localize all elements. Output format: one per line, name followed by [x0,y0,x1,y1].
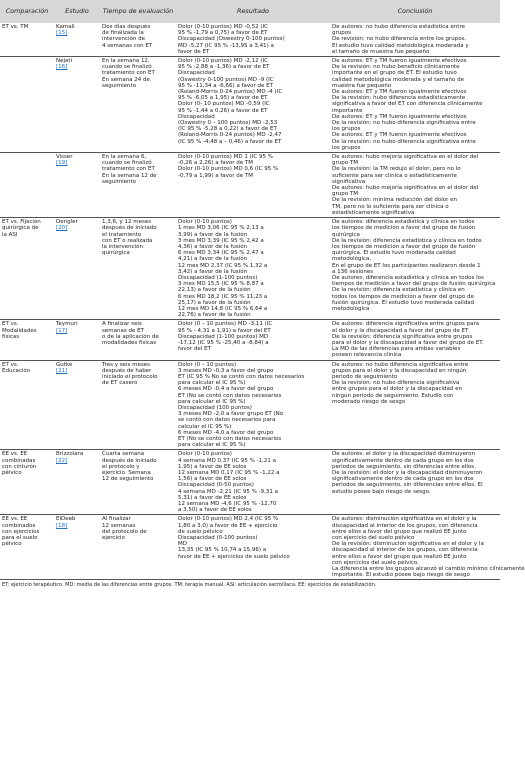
result-line: -0,26 a 2,26) a favor de TM [178,160,254,167]
time-cell [100,23,176,57]
time-line: A finalizar seis [102,321,142,328]
conclusion-cell [330,515,525,580]
conclusion-line: De la revisión: la TM redujo el dolor, pero no lo [332,166,461,173]
conclusion-line: De la revisión: disminución significativa en el dolor y la [332,541,484,548]
time-line: la intervención [102,243,143,250]
conclusion-line: periodos de seguimiento, sin diferencias entre ellos. El [332,482,483,489]
comparison-line: EE vs. EE [2,516,28,523]
result-line: Discapacidad (0-100 puntos) [178,535,258,542]
comparison-cell [0,320,54,360]
result-line: (IC 95 % -4,48 a – 0,46) a favor de ET [178,138,282,145]
result-line: -17,12 (IC 95 % -25,40 a -8,84) a [178,339,269,346]
conclusion-line: importante en el grupo de ET. El estudio tuvo [332,70,457,77]
time-line: el tratamiento [102,231,142,238]
result-line: Discapacidad (1-100 puntos) [178,274,258,281]
comparison-cell [0,515,54,580]
result-line: se contó con datos necesarios para [178,417,276,424]
study-cell [54,450,100,515]
comparison-line: ET vs. [2,361,19,368]
study-cell [54,515,100,580]
result-line: 4,36) a favor de la fusión [178,243,248,250]
header-result: Resultado [176,0,330,23]
result-line: Discapacidad [178,113,215,120]
comparison-line: combinados [2,522,36,529]
result-line: calcular el IC 95 %) [178,423,232,430]
time-line: ejercicio. Semana [102,470,151,477]
time-line: ejercicio [102,535,125,542]
conclusion-line: suficiente para ser clínica o estadísticamente [332,172,457,179]
reference-link[interactable]: [16] [56,64,68,71]
reference-link[interactable]: [18] [56,522,68,529]
comparison-cell [0,57,54,153]
time-cell [100,320,176,360]
result-line: Dolor (0-10 puntos) MD 2,4 (IC 95 % [178,516,279,523]
comparison-line: pélvico [2,470,22,477]
result-line: (Roland-Morris 0-24 puntos) MD -4 (IC [178,89,283,96]
comparison-line: la ASI [2,231,18,238]
time-line: después de iniciado [102,225,157,232]
conclusion-line: metodológica. [332,256,372,263]
time-line: tratamiento con ET [102,166,155,173]
conclusion-line: De la revisión: el dolor y la discapacidad disminuyeron [332,470,483,477]
time-cell [100,515,176,580]
result-line: Dolor (0 – 10 puntos) MD -3,11 (IC [178,321,273,328]
conclusion-line: En el grupo de ET los participantes realizaron desde 1 [332,262,481,269]
table-row [0,515,500,580]
result-line: 6 meses MD -4,0 a favor del grupo [178,429,274,436]
reference-link[interactable]: [22] [56,457,68,464]
conclusion-line: ningún periodo de seguimiento. Estudio con [332,392,454,399]
conclusion-line: poseen relevancia clínica [332,352,402,359]
result-line: 95 % - 4,31 a 1,91) a favor del ET [178,327,271,334]
result-line: 6 meses MD -0,4 a favor del grupo [178,386,274,393]
result-line: Dolor (0- 10 puntos) MD -0,59 (IC [178,101,270,108]
comparison-line: Educación [2,367,31,374]
conclusion-line: quirúrgica [332,231,360,238]
study-cell [54,320,100,360]
study-author: Kamali [56,24,75,30]
result-line: ET (No se contó con datos necesarios [178,392,282,399]
study-cell [54,360,100,450]
time-line: iniciado el protocolo [102,373,158,380]
result-line: 5,31) a favor de EE solos [178,494,247,501]
result-cell [176,218,330,320]
reference-link[interactable]: [19] [56,160,68,167]
result-line: 3 mes MD 3,39 (IC 95 % 2,42 a [178,237,264,244]
result-line: ET (IC 95 % No se contó con datos necesarios [178,373,305,380]
table-row [0,360,500,450]
comparison-line: físicas [2,333,20,340]
result-line: favor del ET [178,346,211,353]
conclusion-line: La diferencia entre los grupos alcanzó el cambio mínimo clínicamente [332,566,525,573]
result-line: -0,79 a 1,99) a favor de TM [178,172,254,179]
conclusion-cell [330,218,500,320]
result-line: 4 semana MD 0,37 (IC 95 % -1,21 a [178,457,276,464]
result-line: (Oswestry 0-100 puntos) MD -9 (IC [178,76,274,83]
conclusion-line: los tiempos de medición a favor del grupo de fusión [332,243,476,250]
conclusion-cell [330,360,500,450]
time-line: de ET casero [102,380,138,387]
reference-link[interactable]: [15] [56,30,68,37]
conclusion-cell [330,153,500,218]
conclusion-line: los grupos [332,126,361,133]
time-line: cuando se finalizó [102,64,152,71]
conclusion-line: periodo de seguimiento [332,373,398,380]
result-line: 4,21) a favor de la fusión [178,256,248,263]
result-line: 6 mes MD 3,34 (IC 95 % 2,47 a [178,250,264,257]
study-author: Gutke [56,361,73,368]
result-line: Discapacidad (0-50 puntos) [178,482,254,489]
study-cell [54,57,100,153]
table-row [0,23,500,57]
result-line: favor de EE + ejercicios de suelo pélvico [178,553,290,560]
conclusion-line: a 136 sesiones [332,268,374,275]
study-cell [54,23,100,57]
result-line: 1,56) a favor de EE solos [178,476,247,483]
result-line: Dolor (0-10 puntos) [178,451,232,458]
result-line: para calcular el IC 95 %) [178,398,246,405]
conclusion-cell [330,320,500,360]
conclusion-line: grupos para el dolor y la discapacidad en ningún [332,367,467,374]
conclusion-line: significativamente dentro de cada grupo en los dos [332,476,474,483]
result-line: 12 semana MD -4,6 (IC 95 % -12,70 [178,501,277,508]
time-cell [100,360,176,450]
conclusion-line: De revisión: no hubo diferencia entre los grupos. [332,36,467,43]
conclusion-line: De autores: diferencia estadística y clínica en todos [332,219,475,226]
conclusion-line: De la revisión: no hubo diferencia significativa entre [332,138,476,145]
result-line: ET (No se contó con datos necesarios [178,436,282,442]
result-line: a 3,50) a favor de EE solos [178,507,252,514]
result-cell [176,23,330,57]
conclusion-line: moderado riesgo de sesgo [332,398,406,405]
result-line: Discapacidad (100 puntos) [178,404,252,411]
result-line: 13,35 (IC 95 % 10,74 a 15,96) a [178,547,267,554]
reference-link[interactable]: [17] [56,327,68,334]
study-author: Teymuri [56,321,78,328]
result-line: 3,42) a favor de la fusión [178,268,248,275]
conclusion-line: significativamente dentro de cada grupo en los dos [332,457,474,464]
study-author: Nejati [56,58,73,65]
result-cell [176,450,330,515]
conclusion-line: De la revisión: no hubo diferencia significativa entre [332,120,476,127]
result-line: favor de ET [178,48,210,55]
result-line: 3 mes MD 15,5 (IC 95 % 8,87 a [178,281,264,288]
comparison-line: pélvico [2,541,22,548]
time-line: 1,3,6, y 12 meses [102,219,152,226]
time-line: modalidades físicas [102,339,157,346]
study-author: Dengler [56,219,78,226]
conclusion-line: entre ellos a favor del grupo que realizó EE junto [332,528,467,535]
time-line: semanas de ET [102,327,144,334]
time-line: En la semana 12 de [102,172,157,179]
result-line: 1,80 a 3,0) a favor de EE + ejercicio [178,522,278,529]
time-line: En la semana 6, [102,154,147,161]
conclusion-line: importante [332,107,363,114]
result-line: 12 mes MD 14,8 (IC 95 % 6,64 a [178,305,268,312]
conclusion-line: De autores: el dolor y la discapacidad disminuyeron [332,451,475,458]
result-line: 3 meses MD -0,3 a favor del grupo [178,367,274,374]
conclusion-line: De autores: ET y TM fueron igualmente efectivos [332,58,467,65]
result-line: 1 mes MD 3,06 (IC 95 % 2,13 a [178,225,264,232]
result-line: 95 % -11,34 a -6,66) a favor de ET [178,82,273,89]
conclusion-line: De autores: no hubo diferencia estadística entre [332,24,465,30]
header-comparison: Comparación [0,0,54,23]
time-line: intervención de [102,36,145,43]
conclusion-line: De autores: disminución significativa en el dolor y la [332,516,477,523]
result-line: 95 % -1,44 a 0,26) a favor de ET [178,107,268,114]
result-line: 22,13) a favor de la fusión [178,287,251,294]
conclusion-line: los tiempos de medición a favor del grupo de fusión [332,225,476,232]
study-author: Brizzolara [56,451,84,458]
comparison-line: con ejercicios [2,528,40,535]
result-line: (Oswestry 0 – 100 puntos) MD -2,53 [178,120,278,127]
comparison-line: ET vs. Fijación [2,219,41,226]
result-line: Dolor (0-10 puntos) [178,219,232,226]
comparison-cell [0,153,54,218]
conclusion-line: De la revisión: hubo diferencia estadísticamente [332,95,466,102]
result-line: Discapacidad [178,70,215,77]
time-line: 4 semanas con ET [102,42,153,49]
time-line: con ET o realizada [102,237,153,244]
conclusion-cell [330,450,500,515]
time-cell [100,57,176,153]
result-line: 95 % -6,05 a 1,95) a favor de ET [178,95,268,102]
result-cell [176,153,330,218]
time-line: después de haber [102,367,152,374]
time-cell [100,450,176,515]
time-line: de finalizada la [102,30,144,37]
result-line: de suelo pélvico [178,528,223,535]
result-line: Discapacidad (1-100 puntos) MD [178,333,269,340]
header-conclusion: Conclusión [330,0,500,23]
time-line: En semana 24 de [102,76,150,83]
result-line: 4 semana MD -2,21 (IC 95 % -9,31 a [178,488,278,495]
result-cell [176,515,330,580]
result-line: para calcular el IC 95 %) [178,380,246,387]
conclusion-line: La MD de las diferencias para ambas variables [332,346,461,353]
study-author: ElDeeb [56,516,76,523]
conclusion-line: TM, pero no lo suficiente para ser clínica o [332,203,449,210]
result-line: 25,17) a favor de la fusión [178,299,251,306]
conclusion-line: todos los tiempos de medición a favor del grupo de [332,293,474,300]
conclusion-cell [330,57,500,153]
result-line: 22,76) a favor de la fusión [178,312,251,319]
time-line: En la semana 12, [102,58,150,65]
result-line: (Roland-Morris 0-24 puntos) MD -2,47 [178,132,282,139]
conclusion-line: metodológica [332,305,370,312]
conclusion-line: De la revisión: no hubo beneficio clínicamente [332,64,460,71]
conclusion-line: importante. El estudio posee bajo riesgo de sesgo [332,572,470,579]
conclusion-line: De la revisión: diferencia estadística y clínica en [332,287,465,294]
time-line: o de la aplicación de [102,333,159,340]
time-line: Al finalizar [102,516,131,523]
result-line: 3 meses MD -2,0 a favor grupo ET (No [178,411,284,418]
result-line: Dolor (0-10 puntos) MD 0,6 (IC 95 % [178,166,279,173]
result-line: Discapacidad (Oswestry 0-100 puntos) [178,36,285,43]
conclusion-line: discapacidad al interior de los grupos, con diferencia [332,522,478,529]
header-study: Estudio [54,0,100,23]
conclusion-line: De la revisión: diferencia estadística y clínica en todos [332,237,482,244]
comparison-line: ET vs. [2,321,19,328]
conclusion-line: tiempos de medición a favor del grupo de fusión quirúrgica [332,281,496,288]
conclusion-line: el tamaño de muestra fue pequeño [332,48,430,55]
conclusion-line: De autores: hubo mejoría significativa en el dolor del [332,185,479,192]
time-line: Tres y seis meses [102,361,150,368]
comparison-cell [0,450,54,515]
comparison-cell [0,218,54,320]
conclusion-line: para el dolor y la discapacidad a favor del grupo de ET. [332,339,484,346]
result-line: (IC 95 % -5,28 a 0,22) a favor de ET [178,126,277,133]
conclusion-line: discapacidad al interior de los grupos, con diferencia [332,547,478,554]
comparison-line: con cinturón [2,463,37,470]
table-body [0,23,525,580]
comparison-line: EE vs. EE [2,451,28,458]
conclusion-line: De autores: no hubo diferencia significativa entre [332,361,469,368]
time-cell [100,153,176,218]
conclusion-line: estudio posee bajo riesgo de sesgo. [332,488,431,495]
result-cell [176,320,330,360]
conclusion-line: De autores: ET y TM fueron igualmente efectivos [332,89,467,96]
table-header-row [0,0,500,23]
time-cell [100,218,176,320]
conclusion-line: con ejercicio del suelo pélvico [332,535,415,542]
conclusion-cell [330,23,500,57]
result-line: Dolor (0-10 puntos) MD -0,52 (IC [178,24,268,30]
conclusion-line: estadísticamente significativa [332,209,415,216]
conclusion-line: periodos de seguimiento, sin diferencias entre ellos. [332,463,476,470]
conclusion-line: grupo TM [332,191,358,198]
comparison-line: combinadas [2,457,36,464]
time-line: tratamiento con ET [102,70,155,77]
study-cell [54,218,100,320]
conclusion-line: calidad metodológica moderada y el tamaño de [332,76,464,83]
conclusion-line: grupos [332,30,351,37]
time-line: Cuarta semana [102,451,145,458]
time-line: 12 de seguimiento [102,476,154,483]
conclusion-line: De autores: ET y TM fueron igualmente efectivos [332,132,467,139]
time-line: seguimiento [102,82,137,89]
study-cell [54,153,100,218]
comparison-cell [0,23,54,57]
result-line: 6 mes MD 18,2 (IC 95 % 11,23 a [178,293,268,300]
comparison-line: para el suelo [2,535,38,542]
conclusion-line: muestra fue pequeño [332,82,392,89]
time-line: después de iniciado [102,457,157,464]
conclusion-line: quirúrgica. El estudio tuvo moderada calidad [332,250,456,257]
conclusion-line: con ejercicios del suelo pélvico. [332,559,419,566]
conclusion-line: El estudio tuvo calidad metodológica moderada y [332,42,469,49]
time-line: cuando se finalizó [102,160,152,167]
conclusion-line: De autores: diferencia significativa entre grupos para [332,321,480,328]
conclusion-line: De autores: ET y TM fueron igualmente efectivos [332,113,467,120]
result-cell [176,57,330,153]
comparison-line: ET vs. TM [2,24,29,30]
conclusion-line: De la revisión: mínima reducción del dolor en [332,197,457,204]
result-line: 95 % -1,79 a 0,75) a favor de ET [178,30,268,37]
conclusion-line: significativa a favor del ET con diferencia clínicamente [332,101,483,108]
result-line: 12 semana MD 0,17 (IC 95 % -1,22 a [178,470,280,477]
time-line: quirúrgica [102,250,130,257]
reference-link[interactable]: [20] [56,225,68,232]
table-row [0,153,500,218]
comparison-line: Modalidades [2,327,37,334]
conclusion-line: grupo TM [332,160,358,167]
conclusion-line: entre grupos para el dolor y la discapacidad en [332,386,462,393]
result-line: 12 mes MD 2,37 (IC 95 % 1,32 a [178,262,268,269]
result-line: para calcular el IC 95 %) [178,442,246,449]
table-row [0,320,500,360]
conclusion-line: los grupos [332,144,361,151]
conclusion-line: fusión quirúrgica. El estudio tuvo moderada calidad [332,299,475,306]
result-line: MD -5,27 (IC 95 % -13,95 a 3,41) a [178,42,274,49]
time-line: el protocolo y [102,463,140,470]
conclusion-line: entre ellos a favor del grupo que realizó EE junto [332,553,467,560]
comparison-cell [0,360,54,450]
reference-link[interactable]: [21] [56,367,68,374]
conclusion-line: De la revisión: no hubo diferencia significativa [332,380,460,387]
time-line: del protocolo de [102,528,147,535]
header-time: Tiempo de evaluación [100,0,176,23]
table-footnote: ET: ejercicio terapéutico. MD: media de las diferencias entre grupos. TM: terapia manual. ASI: articulación sacroilíaca. EE: ejercicios de estabilización. [2,582,377,589]
result-cell [176,360,330,450]
conclusion-line: De la revisión: diferencia significativa entre grupos [332,333,473,340]
conclusion-line: De autores: diferencia estadística y clínica en todos los [332,274,484,281]
time-line: seguimiento [102,178,137,185]
table-row [0,450,500,515]
table-row [0,218,500,320]
time-line: 12 semanas [102,522,136,529]
conclusion-line: significativa [332,178,366,185]
result-line: MD [178,541,187,548]
table-row [0,57,500,153]
result-line: 95 % -2,88 a -1,36) a favor de ET [178,64,270,71]
conclusion-line: el dolor y la discapacidad a favor del grupo de ET [332,327,469,334]
time-line: Dos días después [102,24,151,30]
result-line: Dolor (0-10 puntos) MD 1 (IC 95 % [178,154,273,161]
study-author: Visser [56,154,73,161]
result-line: 3,99) a favor de la fusión [178,231,248,238]
conclusion-line: De autores: hubo mejoría significativa en el dolor del [332,154,479,161]
result-line: Dolor (0 – 10 puntos) [178,361,237,368]
result-line: 1,95) a favor de EE solos [178,463,247,470]
result-line: Dolor (0-10 puntos) MD -2,12 (IC [178,58,268,65]
comparison-line: quirúrgica de [2,225,39,232]
